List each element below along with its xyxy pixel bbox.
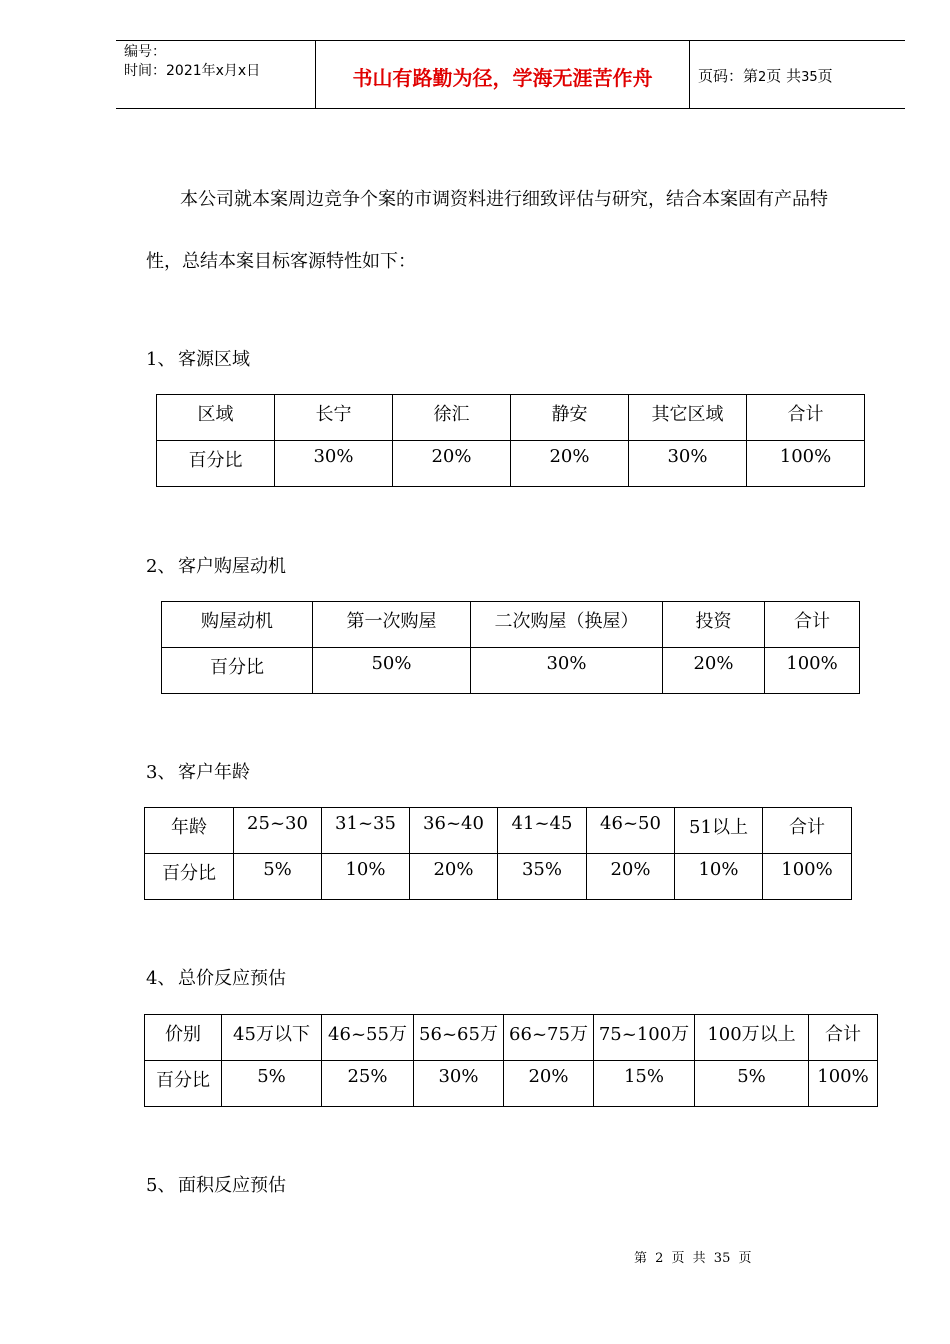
section-title: 面积反应预估 [178,1175,286,1196]
table-cell: 投资 [663,602,765,648]
table-cell: 静安 [511,395,629,441]
table-cell: 20% [393,441,511,487]
table-cell: 100% [765,648,860,694]
intro-line-1: 本公司就本案周边竞争个案的市调资料进行细致评估与研究，结合本案固有产品特 [180,189,828,210]
table-row [162,648,860,694]
table-price-response [144,1014,878,1107]
table-purchase-motive [161,601,860,694]
table-header-row [162,602,860,648]
table-cell: 30% [414,1061,504,1107]
section-heading [146,964,286,990]
table-cell: 合计 [763,808,852,854]
table-cell: 合计 [747,395,865,441]
table-cell: 75~100万 [594,1015,695,1061]
table-cell: 25% [322,1061,414,1107]
header-motto: 书山有路勤为径，学海无涯苦作舟 [352,66,653,90]
table-row [145,1061,878,1107]
table-cell: 25~30 [234,808,322,854]
table-cell: 20% [663,648,765,694]
table-cell: 百分比 [162,648,313,694]
table-cell: 41~45 [498,808,587,854]
intro-line-2: 性，总结本案目标客源特性如下： [146,251,416,272]
section-number: 1、 [146,349,176,370]
table-row [145,854,852,900]
table-header-row [157,395,865,441]
table-cell: 购屋动机 [162,602,313,648]
table-customer-age [144,807,852,900]
header-number-label: 编号： [124,44,166,60]
table-cell: 50% [313,648,471,694]
header-divider [689,41,690,108]
section-number: 2、 [146,556,176,577]
table-cell: 5% [695,1061,809,1107]
page-footer: 第 2 页 共 35 页 [634,1251,752,1266]
table-header-row [145,808,852,854]
header-time-label: 时间：2021年x月x日 [124,63,261,79]
table-cell: 5% [222,1061,322,1107]
section-number: 3、 [146,762,176,783]
table-cell: 100% [763,854,852,900]
table-cell: 年龄 [145,808,234,854]
table-cell: 20% [410,854,498,900]
table-cell: 45万以下 [222,1015,322,1061]
table-row [157,441,865,487]
page-total: 35 [801,70,818,85]
table-customer-region [156,394,865,487]
section-title: 客源区域 [178,349,250,370]
table-cell: 51以上 [675,808,763,854]
section-heading [146,552,286,578]
table-cell: 百分比 [145,1061,222,1107]
table-cell: 100万以上 [695,1015,809,1061]
table-cell: 区域 [157,395,275,441]
section-number: 4、 [146,968,176,989]
table-cell: 第一次购屋 [313,602,471,648]
table-cell: 合计 [765,602,860,648]
table-cell: 20% [504,1061,594,1107]
table-cell: 二次购屋（换屋） [471,602,663,648]
page-prefix: 页码：第 [698,67,759,85]
section-title: 客户年龄 [178,762,250,783]
section-heading [146,345,250,371]
table-cell: 31~35 [322,808,410,854]
section-number: 5、 [146,1175,176,1196]
table-cell: 56~65万 [414,1015,504,1061]
header-meta [124,43,260,81]
table-cell: 46~50 [587,808,675,854]
page-suffix: 页 [817,67,833,85]
section-title: 客户购屋动机 [178,556,286,577]
table-cell: 100% [747,441,865,487]
table-cell: 合计 [809,1015,878,1061]
table-cell: 10% [322,854,410,900]
section-heading [146,1171,286,1197]
page-mid: 页 共 [766,67,802,85]
table-cell: 长宁 [275,395,393,441]
table-cell: 其它区域 [629,395,747,441]
table-cell: 30% [629,441,747,487]
page-header [116,40,905,109]
page-current: 2 [758,70,767,85]
section-title: 总价反应预估 [178,968,286,989]
table-cell: 15% [594,1061,695,1107]
table-cell: 66~75万 [504,1015,594,1061]
table-cell: 36~40 [410,808,498,854]
table-cell: 20% [511,441,629,487]
table-cell: 价别 [145,1015,222,1061]
section-heading [146,758,250,784]
table-cell: 30% [471,648,663,694]
table-header-row [145,1015,878,1061]
table-cell: 徐汇 [393,395,511,441]
table-cell: 百分比 [145,854,234,900]
table-cell: 30% [275,441,393,487]
table-cell: 百分比 [157,441,275,487]
table-cell: 5% [234,854,322,900]
header-page-info [698,65,833,86]
table-cell: 35% [498,854,587,900]
intro-paragraph [146,169,881,293]
table-cell: 100% [809,1061,878,1107]
table-cell: 20% [587,854,675,900]
table-cell: 46~55万 [322,1015,414,1061]
table-cell: 10% [675,854,763,900]
